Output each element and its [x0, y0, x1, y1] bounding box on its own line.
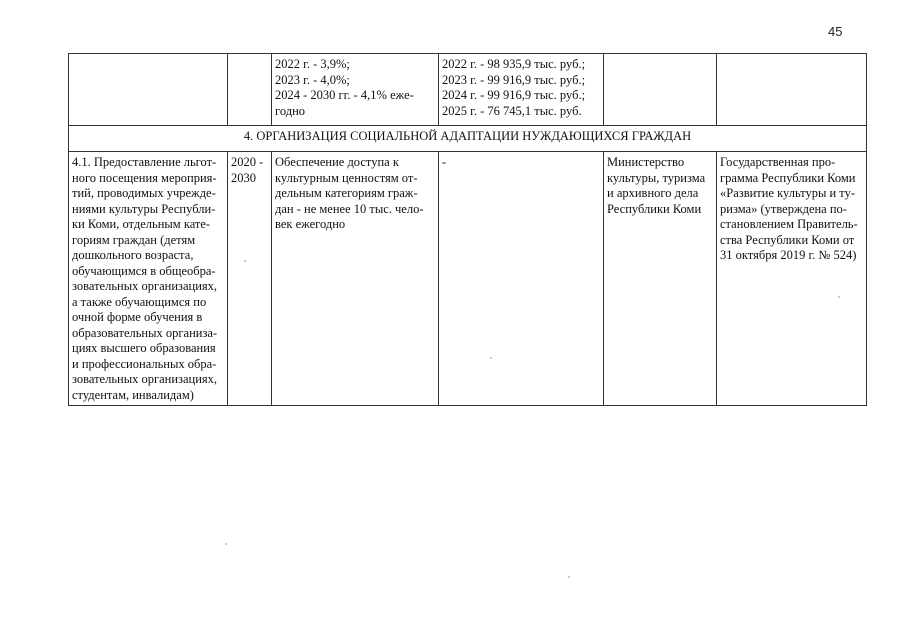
scan-speck: [568, 576, 570, 578]
scan-speck: [244, 260, 246, 262]
measures-table: [68, 53, 867, 406]
page-number: 45: [828, 24, 843, 39]
table-cell-measure: 4.1. Предоставление льгот- ного посещения мероприя- тий, проводимых учрежде- ниями культуры Республи- ки Коми, отдельным кате- гориям граждан (детям дошкольного возраста, обучающимся в общеобра- зовательных организациях, а также обучающимся по очной форме обучения в образовательных организа- циях высшего образования и профессиональных обра- зовательных организациях, студентам, инвалидам): [69, 152, 228, 406]
table-cell-period: [228, 54, 272, 126]
table-cell-basis: [717, 54, 867, 126]
scan-speck: [838, 296, 840, 298]
table-cell-indicators: 2022 г. - 3,9%; 2023 г. - 4,0%; 2024 - 2030 гг. - 4,1% еже- годно: [272, 54, 439, 126]
section-heading: 4. ОРГАНИЗАЦИЯ СОЦИАЛЬНОЙ АДАПТАЦИИ НУЖДАЮЩИХСЯ ГРАЖДАН: [69, 126, 867, 152]
table-row: [69, 54, 867, 126]
section-row: [69, 126, 867, 152]
table-cell-indicator: Обеспечение доступа к культурным ценностям от- дельным категориям граж- дан - не менее 10 тыс. чело- век ежегодно: [272, 152, 439, 406]
table-row: [69, 152, 867, 406]
table-cell-measure: [69, 54, 228, 126]
table-cell-responsible: Министерство культуры, туризма и архивного дела Республики Коми: [604, 152, 717, 406]
scan-speck: [225, 543, 227, 545]
table-cell-responsible: [604, 54, 717, 126]
table-cell-funding: -: [439, 152, 604, 406]
scan-speck: [490, 357, 492, 359]
table-cell-funding: 2022 г. - 98 935,9 тыс. руб.; 2023 г. - 99 916,9 тыс. руб.; 2024 г. - 99 916,9 тыс. руб.; 2025 г. - 76 745,1 тыс. руб.: [439, 54, 604, 126]
table-cell-basis: Государственная про- грамма Республики Коми «Развитие культуры и ту- ризма» (утверждена по- становлением Правитель- ства Республики Коми от 31 октября 2019 г. № 524): [717, 152, 867, 406]
table-cell-period: 2020 - 2030: [228, 152, 272, 406]
